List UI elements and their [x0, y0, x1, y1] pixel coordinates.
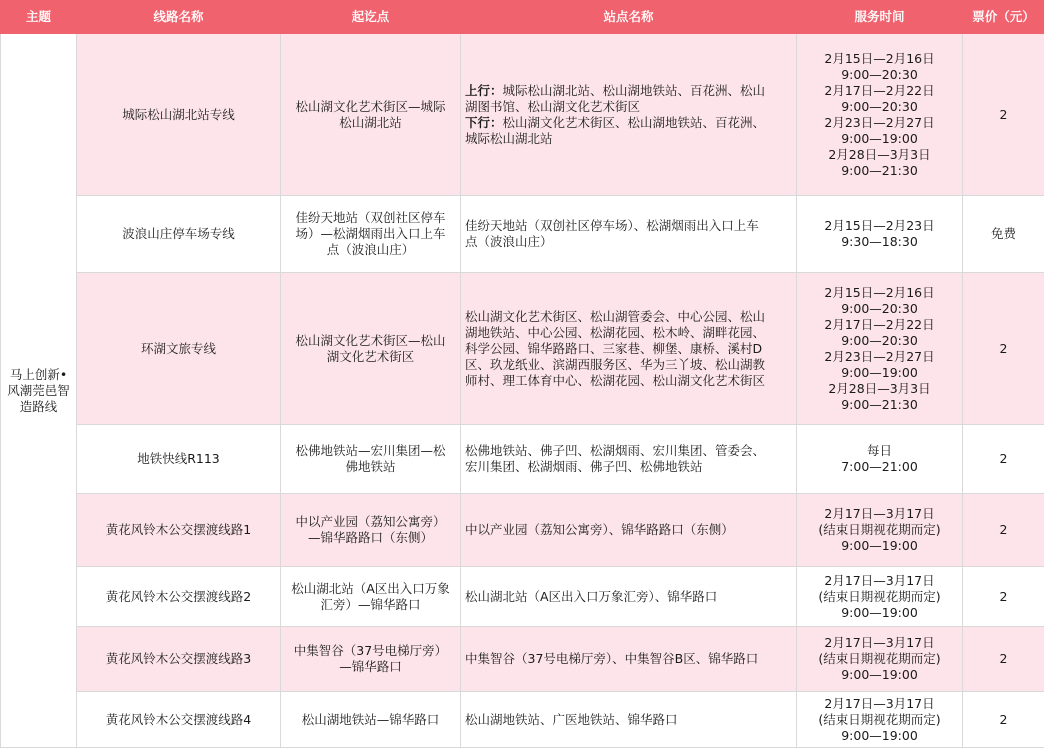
endpoints-cell: 松佛地铁站—宏川集团—松 佛地铁站 [281, 425, 461, 494]
service-time-cell: 2月17日—3月17日 (结束日期视花期而定) 9:00—19:00 [797, 692, 963, 748]
fare-cell: 免费 [963, 196, 1044, 273]
route-name: 波浪山庄停车场专线 [77, 196, 281, 273]
route-name: 环湖文旅专线 [77, 273, 281, 425]
table-row [1, 567, 1044, 627]
fare-cell: 2 [963, 692, 1044, 748]
stops-cell: 松山湖地铁站、广医地铁站、锦华路口 [461, 692, 797, 748]
table-row [1, 627, 1044, 692]
fare-cell: 2 [963, 34, 1044, 196]
service-time-cell: 2月17日—3月17日 (结束日期视花期而定) 9:00—19:00 [797, 627, 963, 692]
down-label: 下行： [465, 115, 503, 130]
stops-cell: 上行：城际松山湖北站、松山湖地铁站、百花洲、松山 湖图书馆、松山湖文化艺术街区 下行：松山湖文化艺术街区、松山湖地铁站、百花洲、 城际松山湖北站 [461, 34, 797, 196]
table-row [1, 494, 1044, 567]
service-time-cell: 2月17日—3月17日 (结束日期视花期而定) 9:00—19:00 [797, 494, 963, 567]
service-time-cell: 2月15日—2月23日 9:30—18:30 [797, 196, 963, 273]
fare-cell: 2 [963, 273, 1044, 425]
stops-cell: 佳纷天地站（双创社区停车场）、松湖烟雨出入口上车 点（波浪山庄） [461, 196, 797, 273]
table-row [1, 196, 1044, 273]
up-label: 上行： [465, 83, 503, 98]
stops-cell: 松佛地铁站、佛子凹、松湖烟雨、宏川集团、管委会、 宏川集团、松湖烟雨、佛子凹、松佛地铁站 [461, 425, 797, 494]
header-fare: 票价（元） [963, 1, 1044, 34]
stops-cell: 中以产业园（荔知公寓旁）、锦华路路口（东侧） [461, 494, 797, 567]
fare-cell: 2 [963, 425, 1044, 494]
endpoints-cell: 松山湖文化艺术街区—松山 湖文化艺术街区 [281, 273, 461, 425]
stops-cell: 中集智谷（37号电梯厅旁）、中集智谷B区、锦华路口 [461, 627, 797, 692]
fare-cell: 2 [963, 627, 1044, 692]
stops-cell: 松山湖北站（A区出入口万象汇旁）、锦华路口 [461, 567, 797, 627]
endpoints-cell: 松山湖北站（A区出入口万象 汇旁）—锦华路口 [281, 567, 461, 627]
table-row [1, 692, 1044, 748]
endpoints-cell: 松山湖地铁站—锦华路口 [281, 692, 461, 748]
fare-cell: 2 [963, 494, 1044, 567]
route-name: 黄花风铃木公交摆渡线路3 [77, 627, 281, 692]
table-row [1, 34, 1044, 196]
service-time-cell: 2月15日—2月16日 9:00—20:30 2月17日—2月22日 9:00—20:30 2月23日—2月27日 9:00—19:00 2月28日—3月3日 9:00—21:30 [797, 273, 963, 425]
header-row [1, 1, 1044, 34]
route-name: 地铁快线R113 [77, 425, 281, 494]
header-service-time: 服务时间 [797, 1, 963, 34]
header-stops: 站点名称 [461, 1, 797, 34]
theme-cell: 马上创新• 风潮莞邑智 造路线 [1, 34, 77, 748]
endpoints-cell: 中以产业园（荔知公寓旁） —锦华路路口（东侧） [281, 494, 461, 567]
route-name: 黄花风铃木公交摆渡线路4 [77, 692, 281, 748]
route-name: 黄花风铃木公交摆渡线路1 [77, 494, 281, 567]
service-time-cell: 2月15日—2月16日 9:00—20:30 2月17日—2月22日 9:00—20:30 2月23日—2月27日 9:00—19:00 2月28日—3月3日 9:00—21:30 [797, 34, 963, 196]
header-route-name: 线路名称 [77, 1, 281, 34]
service-time-cell: 每日 7:00—21:00 [797, 425, 963, 494]
fare-cell: 2 [963, 567, 1044, 627]
endpoints-cell: 佳纷天地站（双创社区停车 场）—松湖烟雨出入口上车 点（波浪山庄） [281, 196, 461, 273]
stops-cell: 松山湖文化艺术街区、松山湖管委会、中心公园、松山 湖地铁站、中心公园、松湖花园、松木岭、湖畔花园、 科学公园、锦华路路口、三家巷、柳堡、康桥、溪村D 区、玖龙纸业、滨湖西服务区、华为三丫坡、松山湖教 师村、理工体育中心、松湖花园、松山湖文化艺术街区 [461, 273, 797, 425]
service-time-cell: 2月17日—3月17日 (结束日期视花期而定) 9:00—19:00 [797, 567, 963, 627]
table-row [1, 273, 1044, 425]
route-name: 城际松山湖北站专线 [77, 34, 281, 196]
header-endpoints: 起讫点 [281, 1, 461, 34]
endpoints-cell: 中集智谷（37号电梯厅旁） —锦华路口 [281, 627, 461, 692]
table-row [1, 425, 1044, 494]
route-name: 黄花风铃木公交摆渡线路2 [77, 567, 281, 627]
endpoints-cell: 松山湖文化艺术街区—城际 松山湖北站 [281, 34, 461, 196]
header-theme: 主题 [1, 1, 77, 34]
